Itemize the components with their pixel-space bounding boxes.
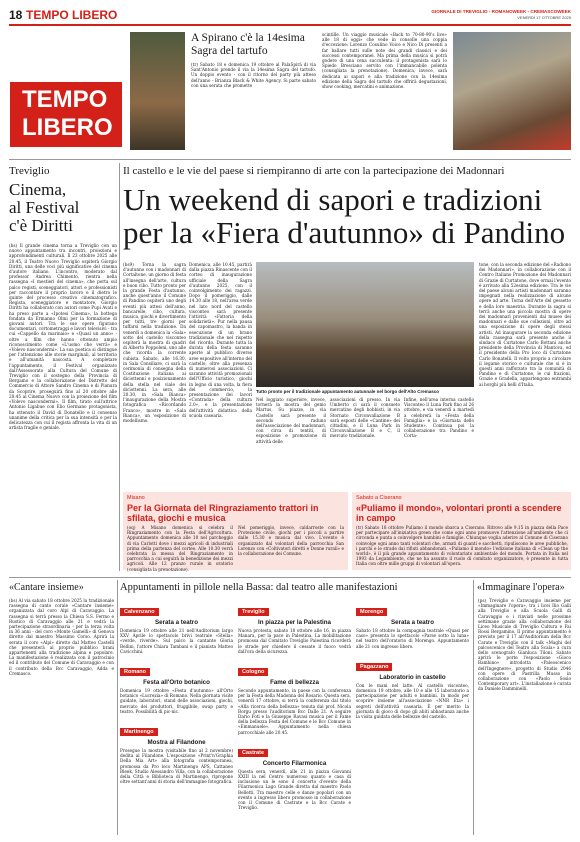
sidebar-title xyxy=(9,181,119,235)
pills-title: Appuntamenti in pillole nella Bassa: dal teatro alle manifestazioni xyxy=(120,582,398,593)
bottom-divider-left xyxy=(117,580,118,835)
main-photo-caption: Tutto pronto per il tradizionale appuntamento autunnale nel borgo dell'Alto Cremasco xyxy=(256,389,439,394)
pill-body: Prosegue la mostra (visitabile fino al 2 novembre) dedita al Filandone. L'esposizione «Print'n'Graphia Della Mia Art» alla fotografia contemporanea, promossa da Pro loco Martinengo APS, Cattaneo Bleek, Studio Alessandro Villa, con la collaborazione della Città e Biblioteca di Martinengo, ripropone oltre settant'anni di storia dell'immagine fotografica. xyxy=(120,748,233,785)
sidebar-location: Treviglio xyxy=(9,165,50,177)
pill-item xyxy=(120,658,233,714)
pill-body: Domenica 19 ottobre «Festa d'autunno» all'Orto botanico «Lucrezia» di Romano. Nella giornata visite guidate, laboratori, stand delle associazioni, giochi, mercato dei produttori, fruggibile, swap party e teatro. Possibilità di pic-nic. xyxy=(120,688,233,714)
pill-item xyxy=(120,598,233,654)
section-title: TEMPO LIBERO xyxy=(26,8,118,22)
main-col2: Domenica, alle 10.45, partirà dalla piazza Rinascente con il corteo di inaugurazione ufficiale della Sagra d'autunno 2025, con il coinvolgimento dei ragazzi. Dopo il pomeriggio, dalle 14.30 alle 18, nell'area verde nel lato nord del castello visconteo sarà presente l'attività «Fattoria della solidarietà». Pur nella pausa del capomastro, la banda in esecuzione di un brano tradizionale che nel rispetto del ricordo. Durante tutta la durata della festa saranno aperte al pubblico diverse aree espositive all'interno del castello, oltre alla presenza di numerosi associazioni. Ci saranno attività promozionali dell'Ufficio turistico, giochi in legno di una volta, la fiera del commercio, la presentazione dei lavori «Contrada» della cultura 2.0», e la presentazione dell'attività didattica della scuola casearia. xyxy=(189,262,252,418)
pill-body: Questa sera, venerdì, alle 21 in piazza Giovanni XXIII la nel Centro numeroso quanto e casa di inclusione un le sono il concerto d'evento della Filarmonica Lago Grande diretta dal maestro Paolo Belletti. Tra maestro celle e danze popolari con un evento a ingresso libero promosso in collaborazione con il Comune di Castrate e la Bcc Carate e Treviglio. xyxy=(238,768,351,811)
pill-item xyxy=(238,658,351,735)
pill-place: Romano xyxy=(120,668,150,676)
pill-title: Mostra al Filandone xyxy=(147,739,206,747)
misano-tag: Misano xyxy=(127,495,145,501)
pills-col-1 xyxy=(120,598,233,784)
divider xyxy=(9,159,571,160)
pill-title: Serata a teatro xyxy=(391,619,434,626)
issue-date: VENERDÌ 17 OTTOBRE 2025 xyxy=(517,15,571,20)
pill-title: Fame di bellezza xyxy=(270,679,319,687)
pill-place: Martinengo xyxy=(120,728,158,736)
main-col1: (bs9) Torna la sagra d'autunno con i madonnari di Cortaltone, un giorno di festa all'insegna dell'arte, cultura e buon cibo. Tutto pronto per la grande Festa d'autunno, anche quest'anno il Comune di Pandino ospiterà uno degli eventi più attesi dell'anno, bancarelle, cibo, cultura, musica, giochi e divertimento per tutti, tre giorni per tuffarsi nella tradizione. Da venerdì a domenica la «Sala» sotto del castello visconteo ospiterà la mostra di quadri di Alberto Poppoleni, uno alle che ricorda la corrente cubista. Sabato, alle 16.30, in Sala Consiliare, ci sarà la cerimonia di consegna della Costituzione italiana ai diciottenni e posizionamento della stella nel viale dei diciottenni. La sera, alle 20.30, in «Sala Bianca» l'inaugurazione della Mostra fotografica «Ricordando Franco», mostre in «Sala Bianca», un 'esposizione di modellismo. xyxy=(123,262,186,424)
opera-title: «Immaginare l'opera» xyxy=(477,582,565,593)
misano-col2: Nel pomeriggio, invece, caldarroste con la Protezione civile, giochi per i piccoli a partire dalle 15.30 e musica dal vivo. L'evento è organizzato dal volontari della parrocchia San Lorenzo con «Coltivatori diretti e Donne rurali» e la collaborazione dei Comune. xyxy=(238,525,344,557)
main-under2: associazioni di presso. In via Umberto ci sarà il consueto mercatino degli hobbisti, in via Stornato Circonvallazione B sarà esposti delle «Cantine» dei cittadini, e il Luna Park in Circonvallazione B e C, il mercato tradizionale. xyxy=(330,397,400,439)
pill-place: Cologno xyxy=(238,668,268,676)
cantare-body: (bs) Al via sabato 18 ottobre 2025 la tradizionale rassegna di canto corale «Cantare insieme» organizzata dal coro Alpi di Caravaggio. La rassegna si terrà presso la Chiesa S.S. Fermo e Rustico di Caravaggio alle 21 e vedrà la partecipazione straordinaria - per la terza volta in 36 anni - del coro «Monte Gamelli» di Genova diretto dal maestro Massimo Corso. Aprirà la serata il coro «Alpi» diretto dal Matteo Castelli che presenterà al proprio pubblico brani appartenenti alla tradizione alpina e popolare. La manifestazione è realizzata con il patrocinio ed il contributo del Comune di Caravaggio e con il contributo della Bcc Caravaggio, Adda e Cremasco. xyxy=(9,598,114,676)
ciserano-tag: Sabato a Ciserano xyxy=(356,495,402,501)
pill-item xyxy=(120,718,233,784)
ciserano-body: (tr) Sabato 18 ottobre Puliamo il mondo sbarca a Ciserano. Ritrovo alle 9.15 in piazza della Pace per partecipare all'iniziativa green che come ogni anno promuove l'attenzione all'ambiente che ci circonda e punta a coinvolgere bambini e famiglie. Chiunque voglia aderire al Comune di Ciserano coinvolge ogni anno tanti volontari che, armati di guanti e sacchetti, ripuliscono le aree pubbliche, i parchi e le strade dai rifiuti abbandonati. «Puliamo il mondo» l'edizione italiana di «Clean up the world», è il più grande appuntamento di volontariato ambientale del mondo. Portata in Italia nel 1993 da Legambiente, che ne ha assunto il ruolo di comitato organizzatore, è presente in tutta Italia con oltre mille gruppi di volontari all'opera. xyxy=(356,525,568,567)
pill-body: Secondo appuntamento, in paese con la conferenza per la Festa della Madonna del Rosario. Questa sera, venerdì 17 ottobre, si terrà la conferenza dal titolo «Alla ricerca della bellezza» tenuta dal prof. Nicola Borgu presso l'auditorium Bcc Dalle 21. A seguire Dario Foti e la Giuseppe Ravasi musica per il Fame della bellezza Festa del Comune e le Bcc Comune in «Emmanuele». Appuntamento nella chiesa parrocchiale alle 20.45. xyxy=(238,688,351,735)
ciserano-title: «Puliamo il mondo», volontari pronti a scendere in campo xyxy=(356,503,562,523)
main-under1: Nel loggiato superiore, invece, tornerà la mostra del genio Martus, Su piazze, in via Castello sarà presente il secondo raduno dell'associazione del madonnari, con circa di tentiti, di esposizione e promozione di attività delle xyxy=(256,397,326,444)
page-number: 18 xyxy=(9,8,23,22)
pill-place: Castrate xyxy=(238,749,268,757)
main-headline-2: per la «Fiera d'autunno» di Pandino xyxy=(123,215,566,250)
pill-place: Calvenzano xyxy=(120,608,159,616)
pill-title: Laboratorio in castello xyxy=(379,673,446,681)
sidebar-title-line-3: c'è Diritti xyxy=(9,216,73,235)
bottom-divider-right xyxy=(473,580,474,835)
pills-col-3 xyxy=(356,598,469,719)
logo-line-2: LIBERO xyxy=(22,114,113,141)
pill-title: Serata a teatro xyxy=(155,619,198,626)
header-rule xyxy=(9,24,571,26)
pill-body: Nuova protesta, sabato 18 ottobre alle 16, in piazza Manara, per la pace in Palestina. La mobilitazione promossa dal Comitato Treviglio Palestina ricorderà le strade per chiedere il cessate il fuoco vedrà dall'ora della sicurezza. xyxy=(238,628,351,654)
main-under3: Infine, nell'area interna castello Visconteo il Luna Park fino al 26 ottobre, e via venerdì a martedì a celebrerà la «Festa della Famiglia» e la «Giornata dello Studente». Continua poi la collaborazione tra Pandino e Corta- xyxy=(404,397,474,439)
sidebar-title-line-1: Cinema, xyxy=(9,180,67,199)
pill-body: Domenica 19 ottobre alle 21 nell'Auditorium largo XXV Aprile lo spettacolo brivi teatrale «Stella» «verde, riverde». Sul palco la cantante Gloria Bellini, l'attore Chiara Tambani e il pianista Matteo Cavicchini. xyxy=(120,628,233,654)
logo-line-1: TEMPO xyxy=(22,86,108,113)
misano-title: Per la Giornata del Ringraziamento trattori in sfilata, giochi e musica xyxy=(127,503,319,523)
pill-item xyxy=(356,653,469,719)
top-article-title: A Spirano c'è la 14esima Sagra del tartufo xyxy=(191,32,305,57)
main-kicker: Il castello e le vie del paese si riempiranno di arte con la partecipazione dei Madonnari xyxy=(123,165,505,177)
pill-place: Treviglio xyxy=(238,608,269,616)
section-logo xyxy=(10,82,122,147)
top-photo xyxy=(130,32,185,150)
pill-item xyxy=(238,598,351,654)
main-col-right: tone, con la seconda edizione del «Radiono dei Madonnari», in collaborazione con il Centro Italiano Promozione dei Madonnari di Grazie di Curtatone, dove ormai l'evento è arrivato alla 52esima edizione. Tra le vie del paese alcuni artisti madonnari saranno impegnati nella realizzazione di alcune opere ad arte. Torna dell'Arte del gessetto e della loro maestria. Durante la sagra si terrà anche una piccola mostra di opere dei madonnari provenienti dal museo dei madonnari e dalle sue collezioni, oltre ad una esposizione di opere degli stessi artisti. Ad inaugurare la seconda edizione della rassegna sarà presente anche il sindaco di Curtatone Carlo Bottani anche presidente della Provincia di Mantova, ed il presidente della Pro loco di Curtatone Carlo Bonatelli. Il volto proprio a circolare il legame storico e culturale che si è in questi anni rafforzato tra la comunità di Pandino e di Curtatone, le cui frazioni, Grazie e Gradella, appartengono entrambi ai borghi più belli d'Italia. xyxy=(479,262,571,387)
pill-body: Sabato 18 ottobre la compagnia teatrale «Quasi per caso» presenta lo spettacolo «Parse sotto la luna» nel teatro dell'oratorio di Morengo. Appuntamento alle 21 con ingresso libero. xyxy=(356,628,469,649)
pill-title: Festa all'Orto botanico xyxy=(143,679,210,687)
main-photo xyxy=(256,262,474,387)
pill-item xyxy=(238,739,351,811)
pill-place: Pagazzano xyxy=(356,663,392,671)
pills-col-2 xyxy=(238,598,351,810)
sagra-photo xyxy=(453,32,571,150)
misano-col1: (oq) A Misano domenica si celebra il Ringraziamento con la Festa dell'Agricoltura. Appuntamento domenica alle 10 nel parcheggio di via Carlotti dove i mezzi agricoli di industriali prima della partenza del corteo. Alle 10.30 verrà celebrata la messa del Ringraziamento in parrocchia a cui seguirà la benedizione dei mezzi agricoli. Alle 12 pranzo rurale in oratorio (consigliata la prenotazione). xyxy=(127,525,233,572)
pill-title: In piazza per la Palestina xyxy=(258,619,331,626)
opera-body: (ps) Treviglio e Caravaggio insieme per «Immaginare l'opera», tra i licei Ilio Galli alla Treviglio e alla Scuola Galli di Caravaggio e i rinviati nelle prossime settimane grazie alla collaborazione del Liceo Musicale di Treviglio Cultura e Fai Rossi Bergamino. Il primo appuntamento è previsto per il 17 all'Auditorium della Bcc Carate e Treviglio con il talk «Maghi del palcoscenico del Teatro alla Scala» a cura dello scenografo Gianluca Tiloni. Sabato aprirà le porte l'esposizione «Gioco Bambino» introdotta «Paleoscenico dell'Ingegnere», progetto di Studio 2046 con opere di Pastrilla Musso in collaborazione con «Paolo Sosio Contemporary art». L'installazione è curata da Daniele Damminelli. xyxy=(478,598,571,692)
pill-title: Concerto Filarmonica xyxy=(262,759,327,767)
pill-place: Morengo xyxy=(356,608,387,616)
pill-body: Con le mani nel latte. Al castello visconteo, domenica 19 ottobre, alle 10 e alle 15 laboratorio a partecipazione per adulti e bambini. In modo per scoprire insieme all'associazione «NNR Eta» i segreti dell'attività casearia. È per merito la giornata di gioco di dopo gli abiti abbastanza anche la visita guidata delle bellezze del castello. xyxy=(356,682,469,720)
top-article-col2: scintille. Un viaggio musicale «Back to 70-80-90's live» alle 18 di oggi» che vede in consolle una coppia d'eccezione: Lorenzo Cosulino Voice e Nico Di presenti a far ballare tutti sulle note dei grandi classici e dei successi contemporanei. Ma prima della musica si potrà godere di una cena succulenta: il protagonista sarà lo Spiedo Bresciano servito con l'immancabile polenta (consigliata la prenotazione). Domenica, invece, sarà dedicata ai sapori e alla tradizione con la 14esima edizione della Sagra del tartufo che offrirà degustazioni, show cooking, mercatini e animazione. xyxy=(322,32,447,90)
cantare-title: «Cantare insieme» xyxy=(9,582,84,593)
main-headline-1: Un weekend di sapori e tradizioni xyxy=(123,182,543,217)
pill-item xyxy=(356,598,469,649)
top-article-col1: (tr) Sabato 18 e domenica 19 ottobre al PalaSpirà di via Sant'Antonio prende il via la 14esima Sagra del tartufo. Un doppio evento - con il ritorno del party più atteso dell'anno - Brianza Black & White Agency. Si parte sabato con una serata che promette xyxy=(191,62,316,88)
sidebar-title-line-2: al Festival xyxy=(9,198,80,217)
sidebar-divider xyxy=(119,163,120,571)
sidebar-body: (bs) Il grande cinema torna a Treviglio con un nuovo appuntamento tra incontri, proiezioni e approfondimenti culturali. Il 23 ottobre 2025 alle 20.45, il Teatro Nuovo Treviglio ospiterà Giorgio Diritti, una delle voci più significative del cinema d'autore italiano. L'incontro, moderato dal professor Andrea Chimento, rientra nella rassegna «I mestieri del cinema», che porta sul palco registi, sceneggiatori, attori e professionisti per raccontare il proprio lavoro e il dietro le quinte del processo creativo cinematografico. Regista, sceneggiatore e montatore, Giorgio Diritti ha collaborato con autori come Pupi Avati e ha preso parte a «Ipotesi Cinema», la bottega fondata da Ermanno Olmi per la formazione di giovani autori. Tra le sue opere figurano documentari, cortometraggi e lavori televisivi - tra cui «Cappello da marinaio» e «Quasi un anno» - oltre a film che hanno ottenuto ampio riconoscimento come «L'uomo che verrà» e «Volevo nascondermi». La sua poetica si distingue per l'attenzione alle storie marginali, al territorio e all'umanità nascosta. A completare l'appuntamento, il Festival organizzato dall'Assessorato alla Cultura del Comune di Treviglio con il sostegno della Provincia di Bergamo e la collaborazione del Distretto del Commercio di Attore Sandro Cinema e di Pianura da Scoprire, proseguirà fino al 20 ottobre alle 20.45 al Cinema Nuovo con la proiezione del film «Volevo nascondermi». Il film, tirato sull'attrice Antonio Ligabue con Elio Germano protagonista, ha ottenuto il David di Donatello e il consenso unanime della critica per la sua intensità e per la delicatezza con cui il regista affronta la vita di un artista fragile e geniale. xyxy=(9,243,117,431)
divider-bottom xyxy=(9,577,571,578)
publication-name: GIORNALE DI TREVIGLIO - ROMANOWEEK - CREMASCOWEEK xyxy=(431,9,571,14)
